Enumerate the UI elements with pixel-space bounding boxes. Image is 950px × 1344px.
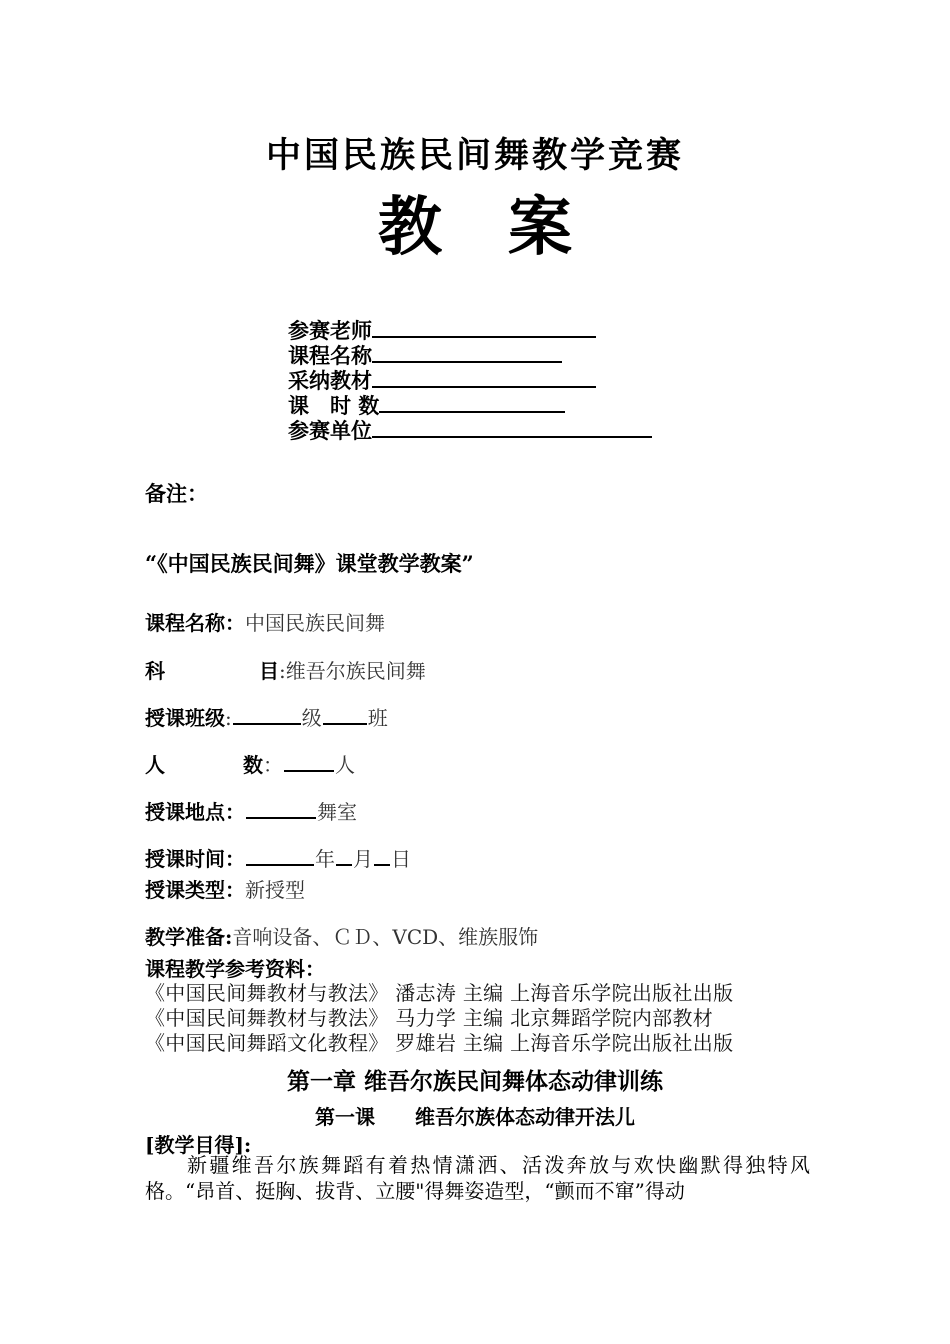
unit-blank (372, 416, 652, 438)
course-name-label: 课程名称 (288, 343, 372, 368)
type-value: 新授型 (245, 878, 305, 902)
people-label-char-1: 人 (145, 753, 165, 777)
people-unit: 人 (335, 753, 355, 777)
lesson-title: 第一课 维吾尔族体态动律开法儿 (315, 1105, 635, 1129)
class-class-text: 班 (367, 706, 388, 730)
lesson-plan-heading (0, 176, 950, 268)
hours-field (288, 391, 565, 418)
time-label: 授课时间： (145, 847, 245, 871)
people-label-char-2: 数 (243, 753, 263, 777)
plan-title: “《中国民族民间舞》课堂教学教案” (145, 551, 474, 576)
unit-label: 参赛单位 (288, 418, 372, 443)
subject-row (145, 655, 426, 684)
class-grade-blank (233, 705, 301, 725)
class-label: 授课班级 (145, 706, 225, 730)
class-row (145, 702, 388, 731)
course-row (145, 607, 385, 636)
people-separator: ： (263, 753, 283, 777)
hours-blank (379, 391, 565, 413)
time-row (145, 843, 411, 872)
time-day-text: 日 (391, 847, 411, 871)
subject-value: 维吾尔族民间舞 (285, 659, 426, 683)
location-label: 授课地点： (145, 800, 245, 824)
big-title-char-2: 案 (508, 190, 572, 265)
competition-title: 中国民族民间舞教学竞赛 (265, 135, 684, 176)
course-name-blank (372, 341, 562, 363)
time-year-blank (246, 846, 314, 866)
location-blank (246, 799, 316, 819)
subject-separator: : (279, 659, 286, 683)
subject-label-char-2: 目 (259, 659, 279, 683)
prep-label: 教学准备: (145, 925, 233, 949)
prep-row (145, 921, 538, 950)
teacher-field (288, 316, 596, 343)
time-month-text: 月 (353, 847, 373, 871)
reference-item: 《中国民间舞教材与教法》 马力学 主编 北京舞蹈学院内部教材 (145, 1006, 714, 1030)
course-name-field (288, 341, 562, 368)
teacher-blank (372, 316, 596, 338)
subject-label-char-1: 科 (145, 659, 165, 683)
reference-item: 《中国民间舞教材与教法》 潘志涛 主编 上海音乐学院出版社出版 (145, 981, 734, 1005)
textbook-field (288, 366, 596, 393)
prep-value: 音响设备、ＣＤ、VCD、维族服饰 (232, 925, 539, 949)
textbook-label: 采纳教材 (288, 368, 372, 393)
course-value: 中国民族民间舞 (245, 611, 385, 635)
people-row (145, 749, 355, 778)
time-month-blank (336, 846, 352, 866)
type-row (145, 874, 305, 903)
course-label: 课程名称： (145, 611, 245, 635)
chapter-title: 第一章 维吾尔族民间舞体态动律训练 (286, 1068, 663, 1095)
people-count-blank (284, 752, 334, 772)
class-class-blank (323, 705, 367, 725)
objective-label: [教学目得]: (145, 1133, 252, 1157)
class-separator: : (225, 706, 232, 730)
time-day-blank (374, 846, 390, 866)
class-grade-text: 级 (301, 706, 322, 730)
textbook-blank (372, 366, 596, 388)
time-year-text: 年 (315, 847, 335, 871)
location-row (145, 796, 357, 825)
reference-item: 《中国民间舞蹈文化教程》 罗雄岩 主编 上海音乐学院出版社出版 (145, 1031, 734, 1055)
objective-paragraph: 新疆维吾尔族舞蹈有着热情潇洒、活泼奔放与欢快幽默得独特风格。“昂首、挺胸、拔背、立腰"得舞姿造型，“颤而不窜”得动 (145, 1153, 810, 1203)
location-value: 舞室 (317, 800, 357, 824)
teacher-label: 参赛老师 (288, 318, 372, 343)
big-title-char-1: 教 (378, 190, 442, 265)
type-label: 授课类型： (145, 878, 245, 902)
hours-label: 课 时 数 (288, 393, 380, 418)
unit-field (288, 416, 652, 443)
references-label: 课程教学参考资料： (145, 957, 325, 981)
remarks-label: 备注： (145, 481, 208, 506)
